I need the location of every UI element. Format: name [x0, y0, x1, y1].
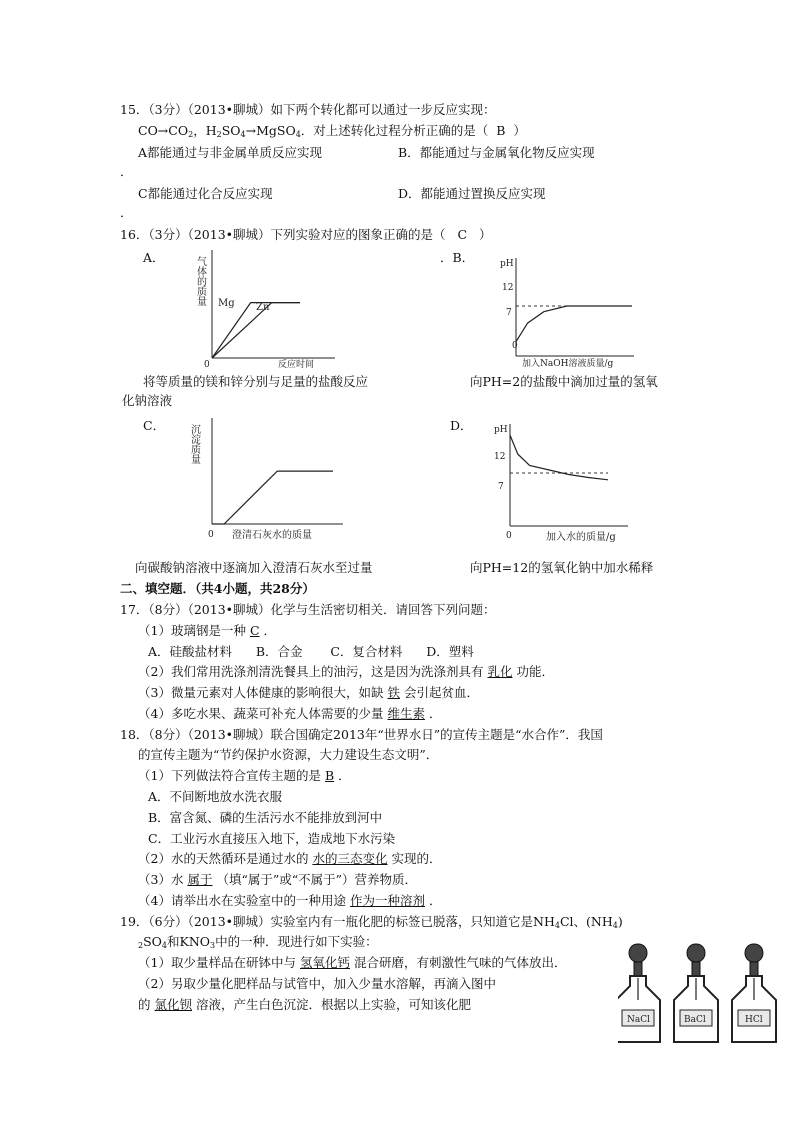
chart-c — [188, 412, 348, 547]
q16-label-b: ．B． — [440, 250, 475, 265]
q16-caption-c: 向碳酸钠溶液中逐滴加入澄清石灰水至过量 — [135, 560, 373, 575]
q15-answer: B — [496, 123, 506, 138]
q19-answer-2: 氯化钡 — [154, 997, 193, 1012]
section-heading: 二、填空题．（共4小题，共28分） — [120, 581, 315, 596]
q15-option-c: C都能通过化合反应实现 — [138, 186, 273, 201]
bottle-label-hcl: HCl — [745, 1015, 763, 1025]
q16-stem: 16．（3分）（2013•聊城）下列实验对应的图象正确的是（ C ） — [120, 227, 492, 242]
q15-line2: $CO\to CO_2$，$H_2SO_4\to MgSO_4$．对上述转化过程分析正确的是（ B ） — [138, 123, 526, 139]
chart-c-xlabel: 澄清石灰水的质量 — [232, 530, 312, 541]
dropper-bottle-bacl — [674, 944, 718, 1042]
q17-part3: （3）微量元素对人体健康的影响很大，如缺 铁 会引起贫血． — [138, 685, 479, 700]
chart-d — [488, 418, 638, 548]
q17-answer-4: 维生素 — [387, 706, 425, 721]
q19-part3: 的 氯化钡 溶液，产生白色沉淀．根据以上实验，可知该化肥 — [138, 997, 472, 1012]
chart-c-series — [212, 471, 333, 524]
chart-a-label-mg: Mg — [218, 298, 235, 309]
q15-option-b: B．都能通过与金属氧化物反应实现 — [398, 145, 595, 160]
bottle-label-nacl: NaCl — [627, 1015, 651, 1025]
q18-part1: （1）下列做法符合宣传主题的是 B ． — [138, 768, 351, 783]
chart-b-xlabel: 加入NaOH溶液质量/g — [522, 359, 614, 369]
q19-stem-cont: $_2SO_4$和$KNO_3$中的一种．现进行如下实验： — [138, 934, 378, 950]
q15-dot: ． — [120, 205, 133, 220]
q18-answer-2: 水的三态变化 — [312, 851, 388, 866]
chart-c-ylabel: 沉淀质量 — [188, 424, 200, 464]
q16-caption-b: 向PH=2的盐酸中滴加过量的氢氧 — [470, 374, 658, 389]
chart-d-tick-7: 7 — [498, 482, 504, 492]
q15-option-d: D．都能通过置换反应实现 — [398, 186, 546, 201]
chart-d-ylabel: pH — [494, 425, 508, 435]
q18-part3: （3）水 属于 （填“属于”或“不属于”）营养物质． — [138, 872, 418, 887]
chart-b-tick-7: 7 — [506, 308, 512, 318]
chart-b — [496, 252, 636, 372]
chart-b-series — [516, 306, 632, 342]
q19-part2: （2）另取少量化肥样品与试管中，加入少量水溶解，再滴入图中 — [138, 976, 496, 991]
q16-answer: C — [457, 227, 468, 242]
q16-label-c: C． — [143, 418, 166, 433]
q15-dot: ． — [120, 164, 133, 179]
q18-option-b: B．富含氮、磷的生活污水不能排放到河中 — [148, 810, 383, 825]
q17-answer-1: C — [249, 623, 260, 638]
chart-d-origin: 0 — [506, 531, 512, 541]
q16-caption-d: 向PH=12的氢氧化钠中加水稀释 — [470, 560, 654, 575]
chart-b-ylabel: pH — [500, 259, 514, 269]
q18-part2: （2）水的天然循环是通过水的 水的三态变化 实现的． — [138, 851, 442, 866]
q16-label-d: D． — [450, 418, 473, 433]
chart-d-tick-12: 12 — [494, 452, 506, 462]
q17-answer-2: 乳化 — [487, 664, 513, 679]
chart-a — [190, 240, 340, 370]
q15-stem: 15．（3分）（2013•聊城）如下两个转化都可以通过一步反应实现： — [120, 102, 496, 117]
chart-a-label-zn: Zn — [256, 302, 270, 313]
q18-stem: 18．（8分）（2013•聊城）联合国确定2013年“世界水日”的宣传主题是“水合作”．我国 — [120, 727, 603, 742]
q17-part4: （4）多吃水果、蔬菜可补充人体需要的少量 维生素 ． — [138, 706, 442, 721]
q15-option-a: A都能通过与非金属单质反应实现 — [138, 145, 323, 160]
q17-part1: （1）玻璃钢是一种 C ． — [138, 623, 277, 638]
q18-answer-1: B — [324, 768, 335, 783]
q16-label-a: A． — [143, 250, 165, 265]
q17-answer-3: 铁 — [387, 685, 400, 700]
chart-d-xlabel: 加入水的质量/g — [546, 532, 616, 543]
q16-caption-a: 将等质量的镁和锌分别与足量的盐酸反应 — [143, 374, 369, 389]
q17-options: A．硅酸盐材料 B．合金 C．复合材料 D．塑料 — [148, 644, 474, 659]
q18-option-a: A．不间断地放水洗衣服 — [148, 789, 283, 804]
chart-a-ylabel: 气体的质量 — [194, 256, 206, 306]
chart-a-origin: 0 — [204, 360, 210, 370]
chart-b-tick-12: 12 — [502, 283, 514, 293]
q19-answer-1: 氢氧化钙 — [299, 955, 350, 970]
q18-answer-4: 作为一种溶剂 — [349, 893, 425, 908]
q18-stem-cont: 的宣传主题为“节约保护水资源，大力建设生态文明”． — [138, 747, 439, 762]
bottle-label-bacl: BaCl — [684, 1015, 706, 1025]
dropper-bottle-nacl — [618, 944, 660, 1042]
q17-part2: （2）我们常用洗涤剂清洗餐具上的油污，这是因为洗涤剂具有 乳化 功能． — [138, 664, 554, 679]
chart-b-origin: 0 — [512, 341, 518, 351]
chart-a-xlabel: 反应时间 — [278, 360, 315, 370]
q17-stem: 17．（8分）（2013•聊城）化学与生活密切相关．请回答下列问题： — [120, 602, 496, 617]
q19-stem: 19．（6分）（2013•聊城）实验室内有一瓶化肥的标签已脱落，只知道它是$NH_4Cl$、$(NH_4)$ — [120, 914, 623, 930]
q19-part1: （1）取少量样品在研钵中与 氢氧化钙 混合研磨，有刺激性气味的气体放出． — [138, 955, 567, 970]
q16-caption-b-cont: 化钠溶液 — [122, 393, 173, 408]
chart-c-origin: 0 — [208, 530, 214, 540]
q18-answer-3: 属于 — [187, 872, 213, 887]
q18-option-c: C．工业污水直接压入地下，造成地下水污染 — [148, 831, 396, 846]
dropper-bottle-hcl — [732, 944, 776, 1042]
reagent-bottles — [618, 942, 790, 1047]
q18-part4: （4）请举出水在实验室中的一种用途 作为一种溶剂 ． — [138, 893, 442, 908]
